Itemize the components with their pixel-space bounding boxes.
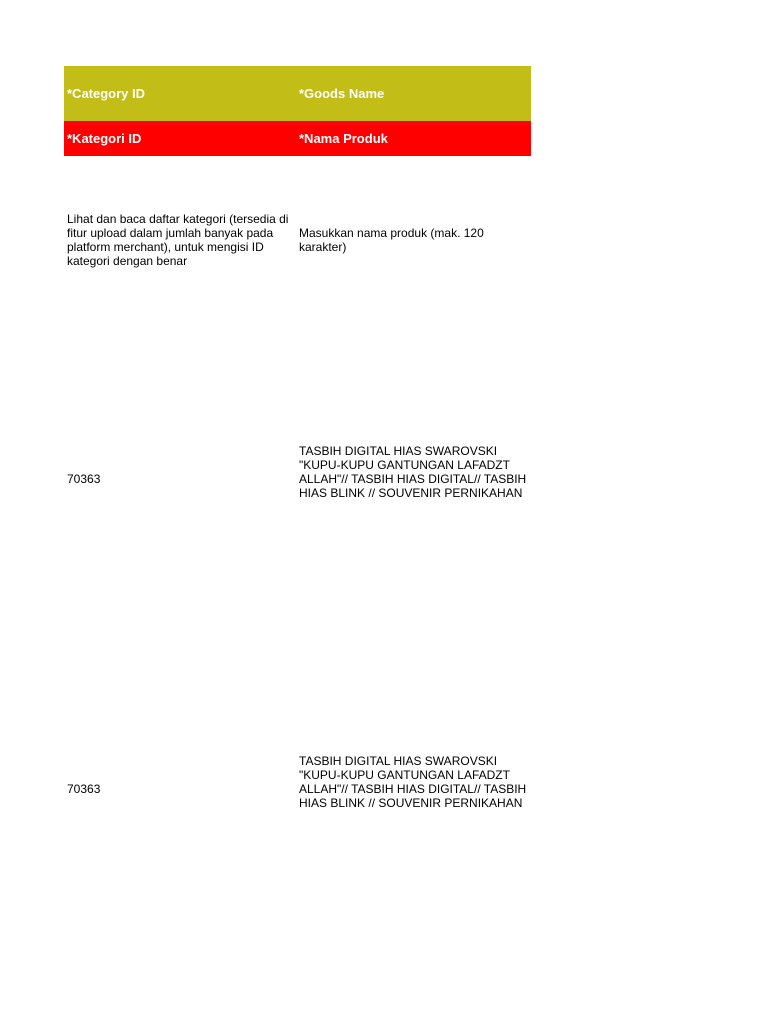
row-1-category-id[interactable]: 70363 [67, 472, 101, 486]
row-2-goods-name[interactable]: TASBIH DIGITAL HIAS SWAROVSKI "KUPU-KUPU GANTUNGAN LAFADZT ALLAH"// TASBIH HIAS DIGITAL// TASBIH HIAS BLINK // SOUVENIR PERNIKAHAN [299, 754, 530, 810]
header-kategori-id[interactable]: *Kategori ID [67, 131, 142, 146]
row-2-category-id[interactable]: 70363 [67, 782, 101, 796]
header-goods-name[interactable]: *Goods Name [299, 86, 385, 101]
header-row-indonesian [64, 121, 531, 156]
header-category-id[interactable]: *Category ID [67, 86, 146, 101]
header-row-english [64, 66, 531, 121]
header-nama-produk[interactable]: *Nama Produk [299, 131, 388, 146]
row-1-goods-name[interactable]: TASBIH DIGITAL HIAS SWAROVSKI "KUPU-KUPU GANTUNGAN LAFADZT ALLAH"// TASBIH HIAS DIGITAL// TASBIH HIAS BLINK // SOUVENIR PERNIKAHAN [299, 444, 530, 500]
description-category-id[interactable]: Lihat dan baca daftar kategori (tersedia di fitur upload dalam jumlah banyak pada platform merchant), untuk mengisi ID kategori dengan benar [67, 212, 292, 268]
description-goods-name[interactable]: Masukkan nama produk (mak. 120 karakter) [299, 226, 488, 254]
